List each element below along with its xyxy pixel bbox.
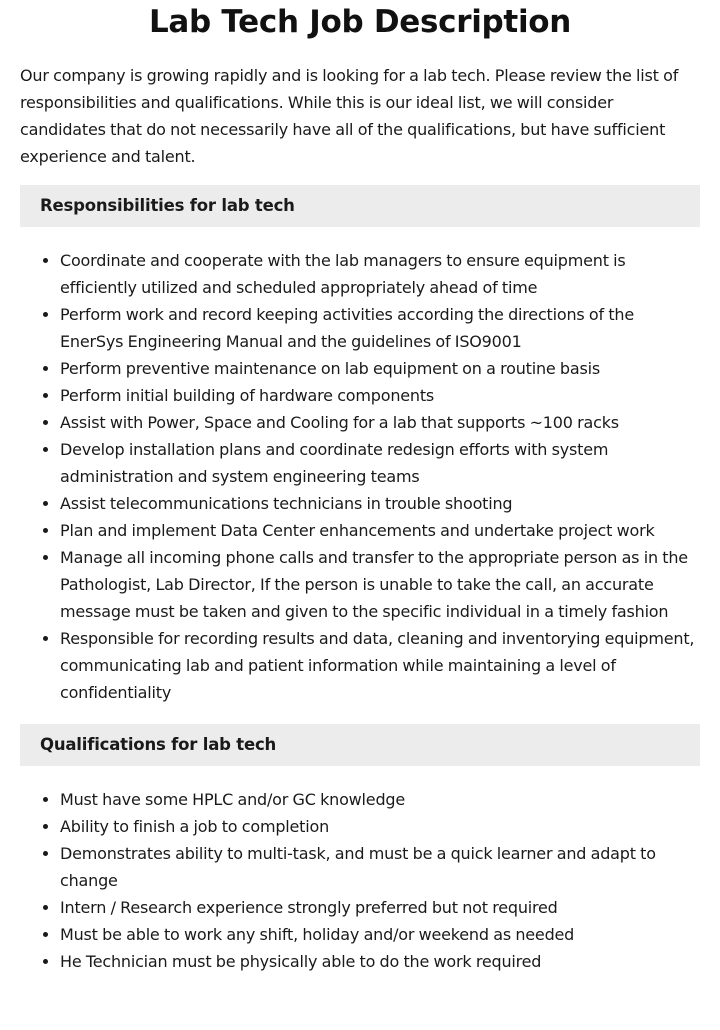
list-item: • Perform preventive maintenance on lab equipment on a routine basis bbox=[60, 355, 700, 382]
responsibilities-list bbox=[20, 247, 700, 706]
list-item: • Assist telecommunications technicians in trouble shooting bbox=[60, 490, 700, 517]
list-item: • Demonstrates ability to multi-task, and must be a quick learner and adapt to change bbox=[60, 840, 700, 894]
list-item: • Perform initial building of hardware components bbox=[60, 382, 700, 409]
list-item: • Ability to finish a job to completion bbox=[60, 813, 700, 840]
list-item: • Perform work and record keeping activities according the directions of the EnerSys Engineering Manual and the guidelines of ISO9001 bbox=[60, 301, 700, 355]
list-item: • Coordinate and cooperate with the lab managers to ensure equipment is efficiently utilized and scheduled appropriately ahead of time bbox=[60, 247, 700, 301]
list-item: • Must have some HPLC and/or GC knowledge bbox=[60, 786, 700, 813]
list-item: • Assist with Power, Space and Cooling for a lab that supports ~100 racks bbox=[60, 409, 700, 436]
list-item: • Plan and implement Data Center enhancements and undertake project work bbox=[60, 517, 700, 544]
qualifications-list bbox=[20, 786, 700, 975]
intro-paragraph: Our company is growing rapidly and is looking for a lab tech. Please review the list of responsibilities and qualifications. While this is our ideal list, we will consider candidates that do not necessarily have all of the qualifications, but have sufficient experience and talent. bbox=[20, 66, 679, 166]
list-item: • Responsible for recording results and data, cleaning and inventorying equipment, communicating lab and patient information while maintaining a level of confidentiality bbox=[60, 625, 700, 706]
list-item: • He Technician must be physically able to do the work required bbox=[60, 948, 700, 975]
list-item: • Must be able to work any shift, holiday and/or weekend as needed bbox=[60, 921, 700, 948]
qualifications-heading: Qualifications for lab tech bbox=[20, 724, 700, 766]
page-title: Lab Tech Job Description bbox=[148, 4, 572, 40]
responsibilities-heading: Responsibilities for lab tech bbox=[20, 185, 700, 227]
list-item: • Manage all incoming phone calls and transfer to the appropriate person as in the Pathologist, Lab Director, If the person is unable to take the call, an accurate message must be taken and given to the specific individual in a timely fashion bbox=[60, 544, 700, 625]
list-item: • Intern / Research experience strongly preferred but not required bbox=[60, 894, 700, 921]
list-item: • Develop installation plans and coordinate redesign efforts with system administration and system engineering teams bbox=[60, 436, 700, 490]
